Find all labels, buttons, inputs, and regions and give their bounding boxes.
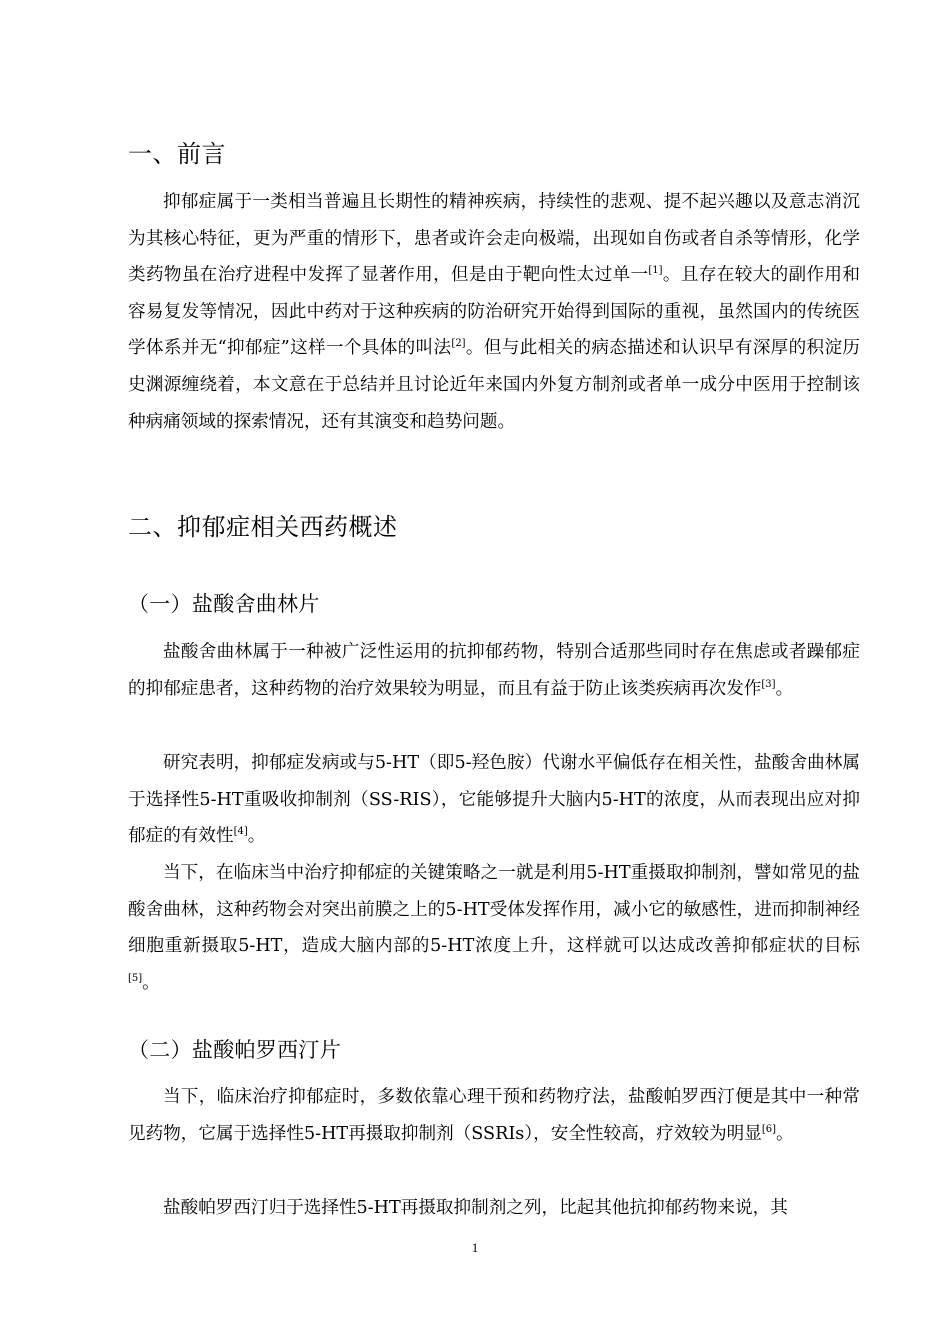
sertraline-paragraph-3 [128,855,860,1001]
paroxetine-p2-text: 盐酸帕罗西汀归于选择性5-HT再摄取抑制剂之列，比起其他抗抑郁药物来说，其 [163,1198,788,1218]
paroxetine-p1-text: 当下，临床治疗抑郁症时，多数依靠心理干预和药物疗法，盐酸帕罗西汀便是其中一种常见药物，它属于选择性5-HT再摄取抑制剂（SSRIs），安全性较高，疗效较为明显 [128,1087,860,1144]
sertraline-paragraph-2 [128,745,860,855]
paroxetine-paragraph-2 [128,1190,860,1227]
sertraline-p1-text: 盐酸舍曲林属于一种被广泛性运用的抗抑郁药物，特别合适那些同时存在焦虑或者躁郁症的抑郁症患者，这种药物的治疗效果较为明显，而且有益于防止该类疾病再次发作 [128,642,860,699]
sertraline-p2-tail: 。 [247,826,266,847]
sertraline-p3-tail: 。 [142,972,160,993]
sertraline-p1-tail: 。 [775,678,794,699]
page-number: 1 [471,1240,479,1255]
citation-1: [1] [648,265,663,277]
citation-3: [3] [761,678,776,690]
intro-paragraph [128,184,860,440]
sertraline-p3-text: 当下，在临床当中治疗抑郁症的关键策略之一就是利用5-HT重摄取抑制剂，譬如常见的盐酸舍曲林，这种药物会对突出前膜之上的5-HT受体发挥作用，减小它的敏感性，进而抑制神经细胞重新摄取5-HT，造成大脑内部的5-HT浓度上升，这样就可以达成改善抑郁症状的目标 [128,863,860,957]
heading-western-drugs: 二、抑郁症相关西药概述 [128,513,398,541]
citation-4: [4] [233,826,248,838]
paroxetine-paragraph-1 [128,1079,860,1152]
sertraline-paragraph-1 [128,634,860,707]
citation-6: [6] [761,1123,777,1135]
citation-5: [5] [128,972,143,984]
heading-preface: 一、前言 [128,140,226,168]
intro-text-1: 抑郁症属于一类相当普遍且长期性的精神疾病，持续性的悲观、提不起兴趣以及意志消沉为其核心特征，更为严重的情形下，患者或许会走向极端，出现如自伤或者自杀等情形，化学类药物虽在治疗进程中发挥了显著作用，但是由于靶向性太过单一 [128,192,860,286]
subheading-sertraline: （一）盐酸舍曲林片 [128,592,320,616]
citation-2: [2] [451,338,466,350]
intro-text-3: 。但与此相关的病态描述和认识早有深厚的积淀历史渊源缠绕着，本文意在于总结并且讨论近年来国内外复方制剂或者单一成分中医用于控制该种病痛领域的探索情况，还有其演变和趋势问题。 [128,338,860,432]
subheading-paroxetine: （二）盐酸帕罗西汀片 [128,1038,341,1062]
intro-text-2: 。且存在较大的副作用和容易复发等情况，因此中药对于这种疾病的防治研究开始得到国际的重视，虽然国内的传统医学体系并无“抑郁症”这样一个具体的叫法 [128,265,860,359]
sertraline-p2-text: 研究表明，抑郁症发病或与5-HT（即5-羟色胺）代谢水平偏低存在相关性，盐酸舍曲林属于选择性5-HT重吸收抑制剂（SS-RIS），它能够提升大脑内5-HT的浓度，从而表现出应对抑郁症的有效性 [128,753,860,847]
paroxetine-p1-tail: 。 [776,1123,794,1144]
